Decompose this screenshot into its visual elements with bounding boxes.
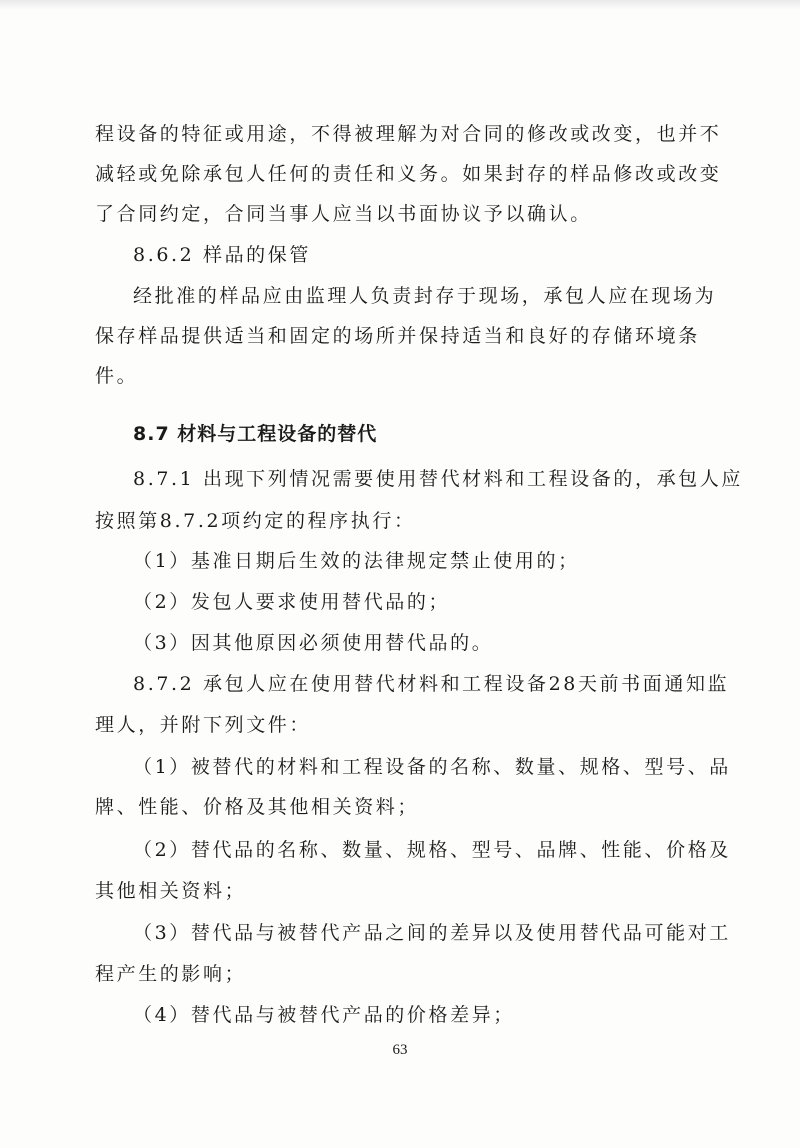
section-8-7-1-line-2: 按照第8.7.2项约定的程序执行： (95, 510, 416, 532)
section-8-7-2-line-1: 8.7.2 承包人应在使用替代材料和工程设备28天前书面通知监 (133, 673, 730, 695)
paragraph-line-2: 减轻或免除承包人任何的责任和义务。如果封存的样品修改或改变 (95, 163, 722, 185)
list-item-2: （2）发包人要求使用替代品的； (133, 591, 451, 613)
paragraph-line-3: 了合同约定，合同当事人应当以书面协议予以确认。 (95, 203, 592, 225)
doc-list-item-1-line-2: 牌、性能、价格及其他相关资料； (95, 796, 420, 818)
paragraph-line-5: 经批准的样品应由监理人负责封存于现场，承包人应在现场为 (133, 285, 717, 307)
section-8-7-1-line-1: 8.7.1 出现下列情况需要使用替代材料和工程设备的，承包人应 (133, 468, 743, 490)
section-8-7-2-line-2: 理人，并附下列文件： (95, 714, 312, 736)
paragraph-line-7: 件。 (95, 365, 139, 387)
scan-edge (0, 0, 800, 10)
list-item-3: （3）因其他原因必须使用替代品的。 (133, 632, 494, 654)
page-number: 63 (392, 1042, 408, 1058)
doc-list-item-3-line-2: 程产生的影响； (95, 963, 247, 985)
paragraph-line-6: 保存样品提供适当和固定的场所并保持适当和良好的存储环境条 (95, 325, 700, 347)
doc-list-item-3-line-1: （3）替代品与被替代产品之间的差异以及使用替代品可能对工 (133, 922, 731, 944)
section-8-7-heading: 8.7 材料与工程设备的替代 (133, 423, 378, 445)
doc-list-item-1-line-1: （1）被替代的材料和工程设备的名称、数量、规格、型号、品 (133, 756, 731, 778)
doc-list-item-2-line-2: 其他相关资料； (95, 880, 247, 902)
section-8-6-2-title: 8.6.2 样品的保管 (133, 244, 311, 266)
list-item-1: （1）基准日期后生效的法律规定禁止使用的； (133, 550, 580, 572)
doc-list-item-2-line-1: （2）替代品的名称、数量、规格、型号、品牌、性能、价格及 (133, 839, 731, 861)
doc-list-item-4: （4）替代品与被替代产品的价格差异； (133, 1004, 515, 1026)
paragraph-line-1: 程设备的特征或用途，不得被理解为对合同的修改或改变，也并不 (95, 123, 722, 145)
